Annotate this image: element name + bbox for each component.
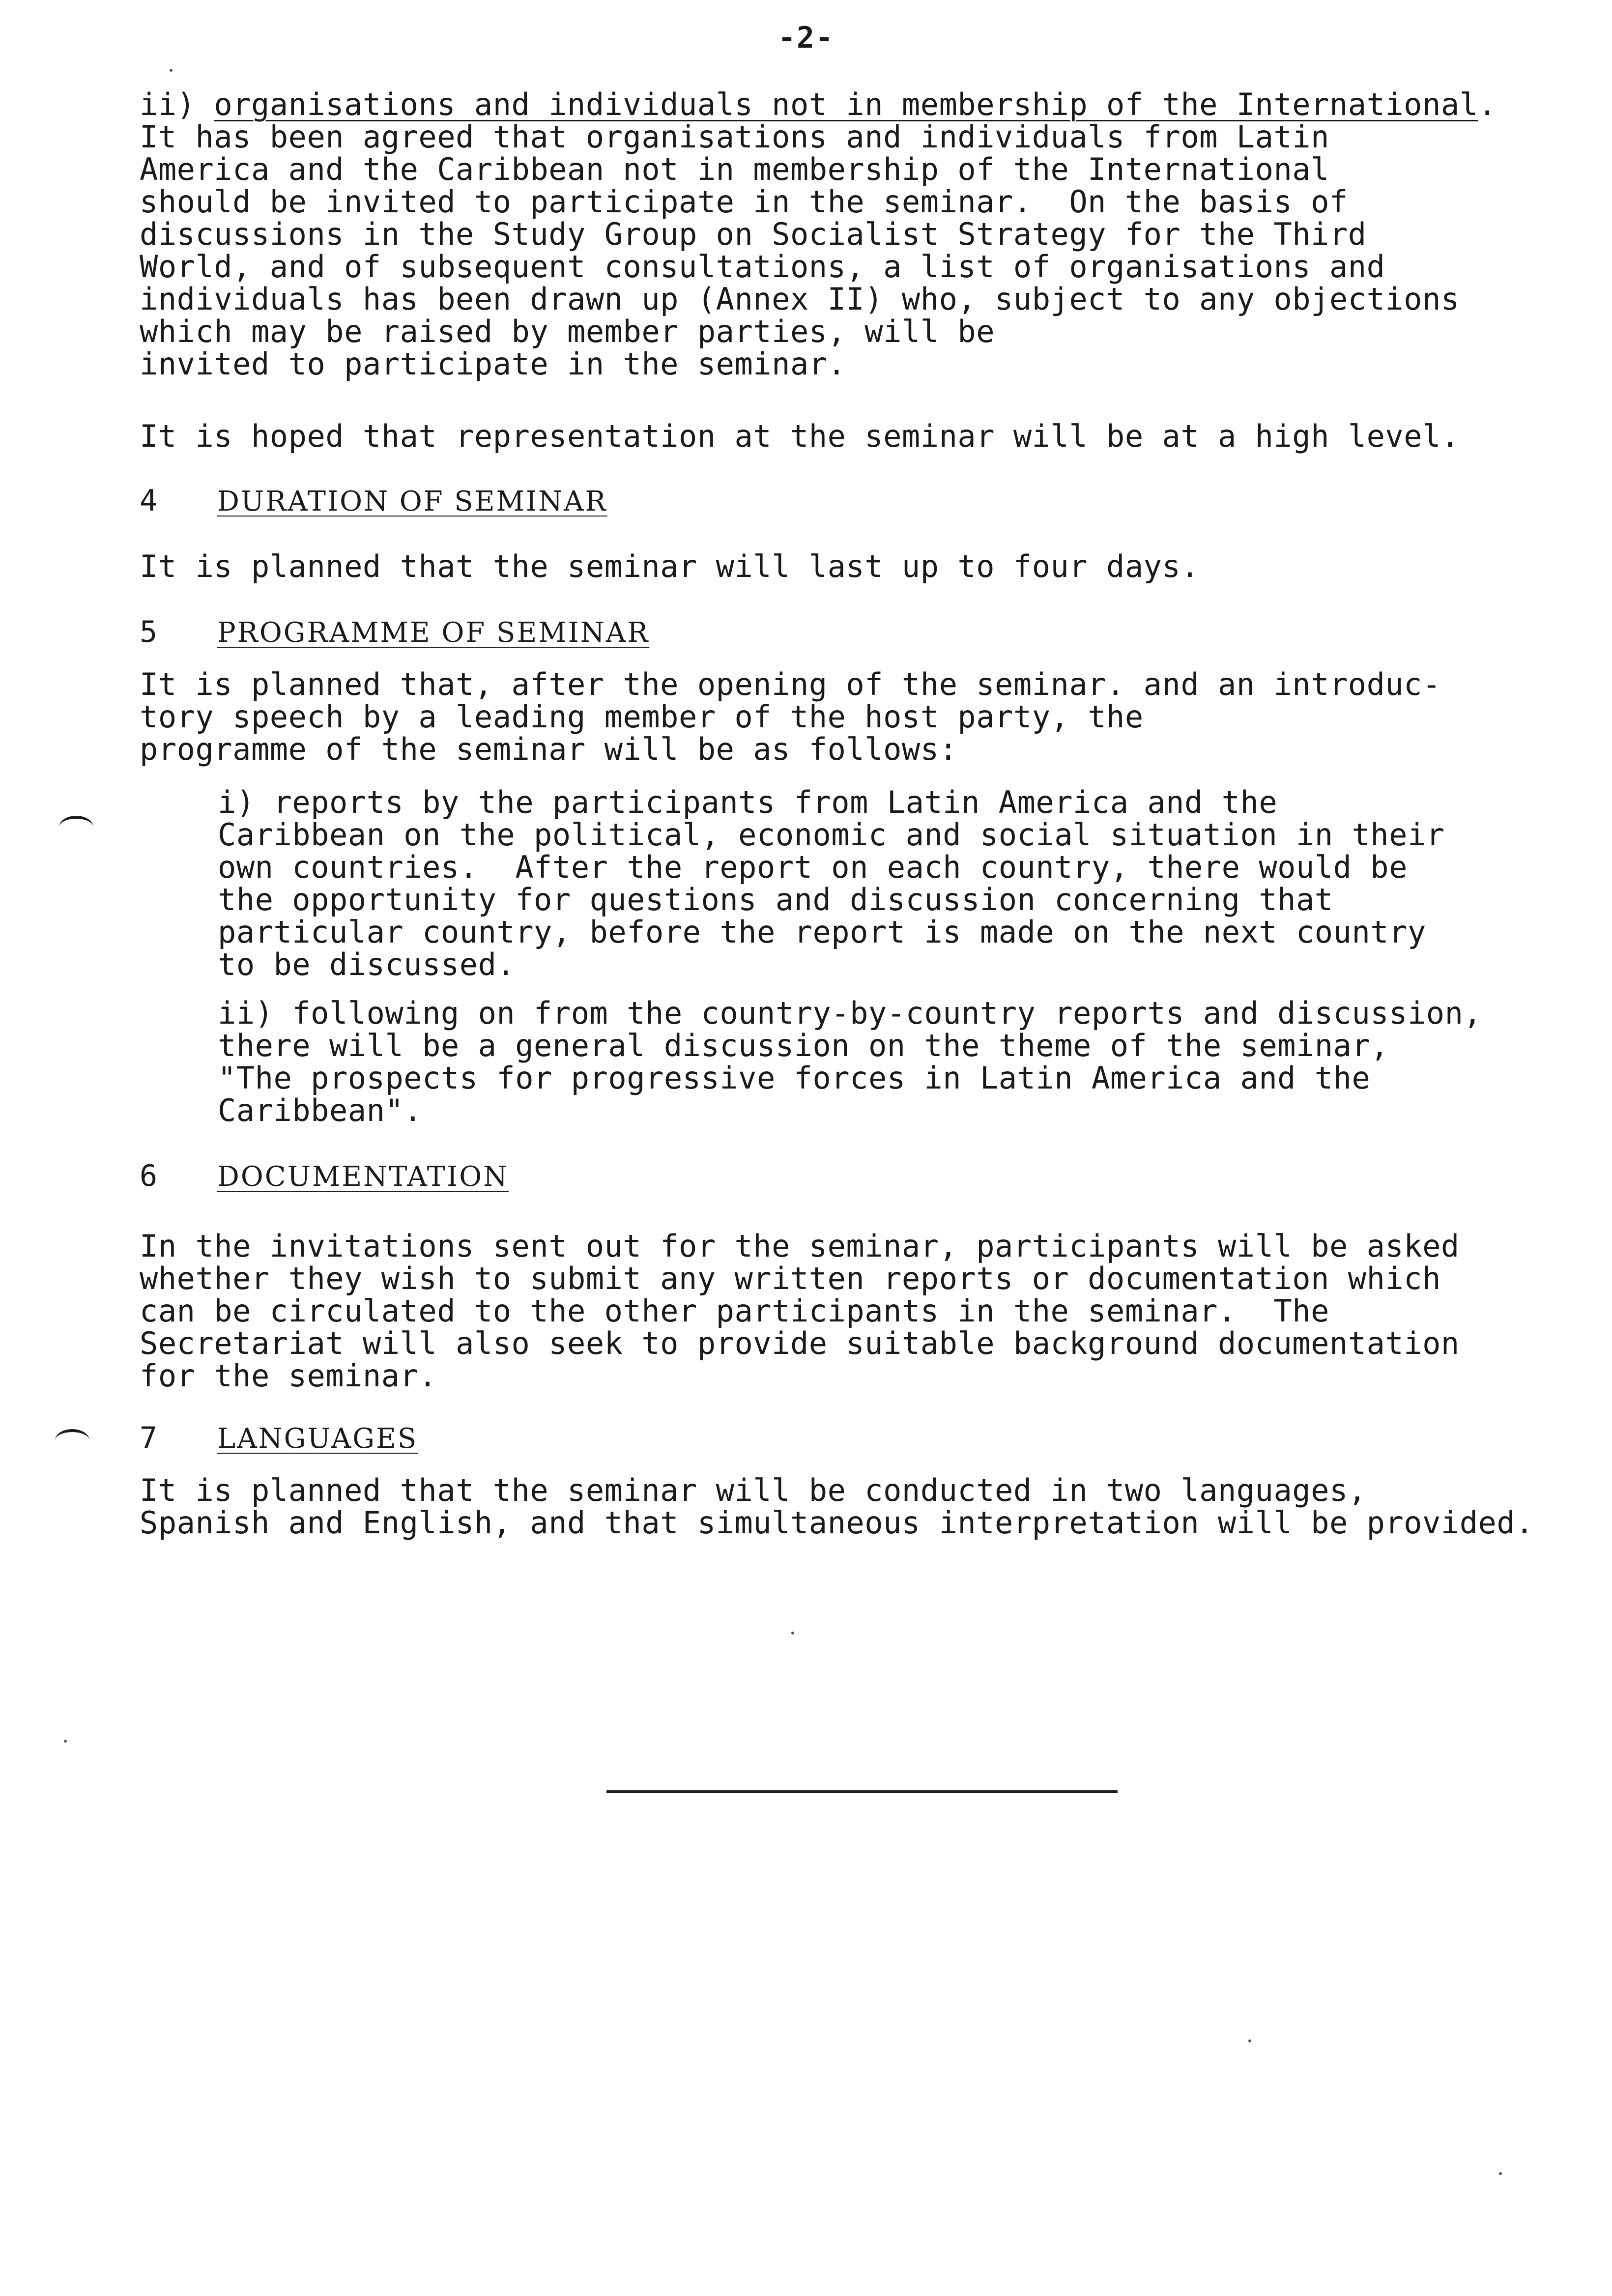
- section-ii-heading-text: organisations and individuals not in membership of the International: [214, 86, 1478, 122]
- scan-speck: [64, 1740, 67, 1743]
- section-title: LANGUAGES: [217, 1423, 418, 1455]
- paragraph-line: World, and of subsequent consultations, a list of organisations and: [140, 249, 1385, 285]
- section-6-paragraph: [140, 1230, 1604, 1392]
- section-6-heading: [140, 1160, 509, 1193]
- paragraph-line: tory speech by a leading member of the host party, the: [140, 699, 1144, 735]
- section-5-heading: [140, 616, 649, 649]
- section-5-item-i: [218, 786, 1604, 981]
- scan-speck: [1499, 2172, 1502, 2175]
- scan-speck: [791, 1632, 794, 1635]
- paragraph-line: there will be a general discussion on the theme of the seminar,: [218, 1028, 1389, 1063]
- paragraph-line: individuals has been drawn up (Annex II) who, subject to any objections: [140, 281, 1460, 317]
- section-title: PROGRAMME OF SEMINAR: [217, 617, 650, 649]
- paragraph-line: to be discussed.: [218, 947, 516, 982]
- margin-bracket-mark: [59, 816, 93, 838]
- page-number: -2-: [777, 21, 835, 55]
- paragraph-line: discussions in the Study Group on Socialist Strategy for the Third: [140, 216, 1367, 252]
- section-title: DURATION OF SEMINAR: [217, 486, 607, 517]
- scan-speck: [170, 69, 173, 72]
- closing-rule: [606, 1790, 1118, 1793]
- section-7-heading: [140, 1422, 418, 1455]
- paragraph-line: programme of the seminar will be as follows:: [140, 731, 958, 767]
- paragraph-line: Secretariat will also seek to provide suitable background documentation: [140, 1325, 1460, 1361]
- section-number: 6: [140, 1159, 158, 1193]
- section-4-text: It is planned that the seminar will last up to four days.: [140, 548, 1200, 584]
- section-ii-paragraph: [140, 121, 1604, 380]
- paragraph-line: whether they wish to submit any written reports or documentation which: [140, 1261, 1441, 1296]
- paragraph-line: Spanish and English, and that simultaneous interpretation will be provided.: [140, 1505, 1534, 1541]
- section-ii-heading: [140, 88, 1604, 121]
- section-7-paragraph: [140, 1474, 1604, 1539]
- paragraph-line: It is planned that the seminar will be conducted in two languages,: [140, 1472, 1367, 1508]
- paragraph-line: Caribbean".: [218, 1092, 423, 1128]
- high-level-note: It is hoped that representation at the seminar will be at a high level.: [140, 418, 1460, 454]
- section-ii-prefix: ii): [140, 86, 214, 122]
- section-5-item-ii: [218, 997, 1604, 1127]
- scan-speck: [1248, 2039, 1251, 2042]
- paragraph-line: America and the Caribbean not in membership of the International: [140, 151, 1329, 187]
- paragraph-line: should be invited to participate in the seminar. On the basis of: [140, 184, 1348, 220]
- paragraph-line: for the seminar.: [140, 1358, 437, 1394]
- paragraph-line: invited to participate in the seminar.: [140, 346, 846, 382]
- section-number: 5: [140, 615, 158, 649]
- paragraph-line: "The prospects for progressive forces in Latin America and the: [218, 1060, 1371, 1096]
- paragraph-line: It has been agreed that organisations and individuals from Latin: [140, 119, 1329, 155]
- paragraph-line: ii) following on from the country-by-country reports and discussion,: [218, 995, 1482, 1031]
- section-4-heading: [140, 485, 607, 518]
- section-ii-heading-suffix: .: [1478, 86, 1497, 122]
- paragraph-line: can be circulated to the other participants in the seminar. The: [140, 1293, 1329, 1329]
- paragraph-line: Caribbean on the political, economic and social situation in their: [218, 817, 1445, 853]
- paragraph-line: It is planned that, after the opening of the seminar. and an introduc-: [140, 666, 1441, 702]
- paragraph-line: i) reports by the participants from Latin America and the: [218, 784, 1278, 820]
- paragraph-line: own countries. After the report on each country, there would be: [218, 849, 1408, 885]
- paragraph-line: which may be raised by member parties, will be: [140, 314, 995, 349]
- section-5-intro: [140, 668, 1604, 766]
- paragraph-line: particular country, before the report is made on the next country: [218, 914, 1426, 950]
- section-number: 4: [140, 484, 158, 518]
- paragraph-line: In the invitations sent out for the seminar, participants will be asked: [140, 1228, 1460, 1264]
- paragraph-line: the opportunity for questions and discussion concerning that: [218, 882, 1333, 918]
- section-title: DOCUMENTATION: [217, 1161, 509, 1193]
- margin-bracket-mark: [55, 1429, 89, 1452]
- section-number: 7: [140, 1421, 158, 1455]
